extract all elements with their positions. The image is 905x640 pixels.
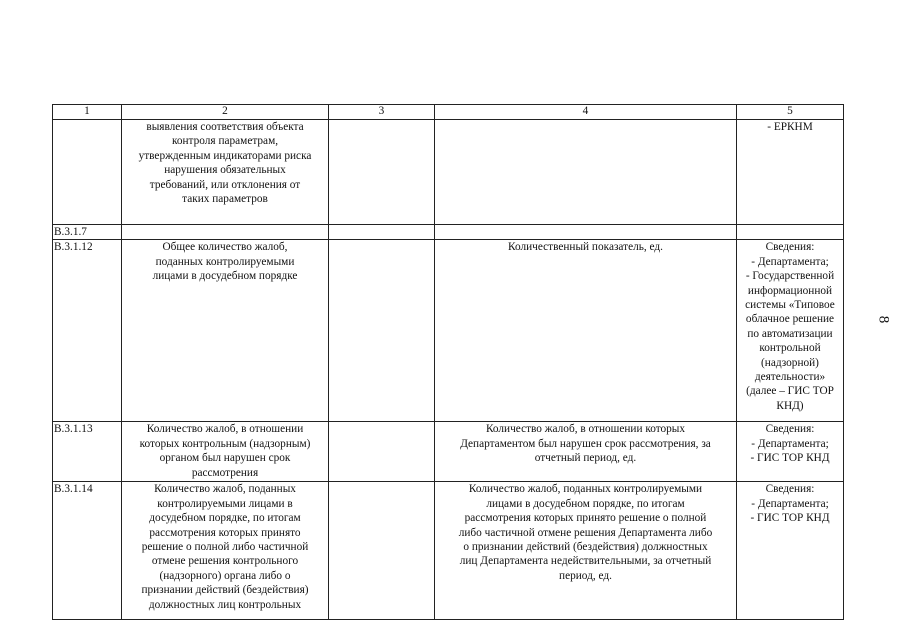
row-code-cell: В.3.1.14 — [53, 482, 122, 620]
indicator-name-cell — [122, 225, 329, 240]
indicator-name-cell: Количество жалоб, в отношении которых контрольным (надзорным) органом был нарушен срок рассмотрения — [122, 422, 329, 482]
table-row — [53, 120, 844, 225]
column-3-cell — [329, 422, 435, 482]
row-code-cell — [53, 120, 122, 225]
indicator-name-cell: Общее количество жалоб, поданных контролируемыми лицами в досудебном порядке — [122, 240, 329, 422]
indicators-table — [52, 104, 844, 620]
table-row — [53, 240, 844, 422]
source-cell: - ЕРКНМ — [737, 120, 844, 225]
header-cell-1: 1 — [53, 105, 122, 120]
calculation-cell: Количественный показатель, ед. — [435, 240, 737, 422]
row-code-cell: В.3.1.7 — [53, 225, 122, 240]
table-row — [53, 225, 844, 240]
column-3-cell — [329, 240, 435, 422]
table-row — [53, 482, 844, 620]
calculation-cell — [435, 225, 737, 240]
header-cell-4: 4 — [435, 105, 737, 120]
row-code-cell: В.3.1.13 — [53, 422, 122, 482]
calculation-cell — [435, 120, 737, 225]
column-3-cell — [329, 120, 435, 225]
source-cell: Сведения: - Департамента; - ГИС ТОР КНД — [737, 422, 844, 482]
source-cell: Сведения: - Департамента; - ГИС ТОР КНД — [737, 482, 844, 620]
column-3-cell — [329, 482, 435, 620]
calculation-cell: Количество жалоб, поданных контролируемыми лицами в досудебном порядке, по итогам рассмотрения которых принято решение о полной либо частичной отмене решения Департамента либо о признании действий (бездействия) должностных лиц Департамента недействительными, за отчетный период, ед. — [435, 482, 737, 620]
table-row — [53, 422, 844, 482]
calculation-cell: Количество жалоб, в отношении которых Департаментом был нарушен срок рассмотрения, за отчетный период, ед. — [435, 422, 737, 482]
row-code-cell: В.3.1.12 — [53, 240, 122, 422]
indicator-name-cell: Количество жалоб, поданных контролируемыми лицами в досудебном порядке, по итогам рассмотрения которых принято решение о полной либо частичной отмене решения контрольного (надзорного) органа либо о признании действий (бездействия) должностных лиц контрольных — [122, 482, 329, 620]
source-cell — [737, 225, 844, 240]
indicator-name-cell: выявления соответствия объекта контроля параметрам, утвержденным индикаторами риска нарушения обязательных требований, или отклонения от таких параметров — [122, 120, 329, 225]
source-cell: Сведения: - Департамента; - Государственной информационной системы «Типовое облачное решение по автоматизации контрольной (надзорной) деятельности» (далее – ГИС ТОР КНД) — [737, 240, 844, 422]
column-3-cell — [329, 225, 435, 240]
page-number: 8 — [875, 315, 892, 324]
header-cell-3: 3 — [329, 105, 435, 120]
header-cell-2: 2 — [122, 105, 329, 120]
header-cell-5: 5 — [737, 105, 844, 120]
table-header-row — [53, 105, 844, 120]
